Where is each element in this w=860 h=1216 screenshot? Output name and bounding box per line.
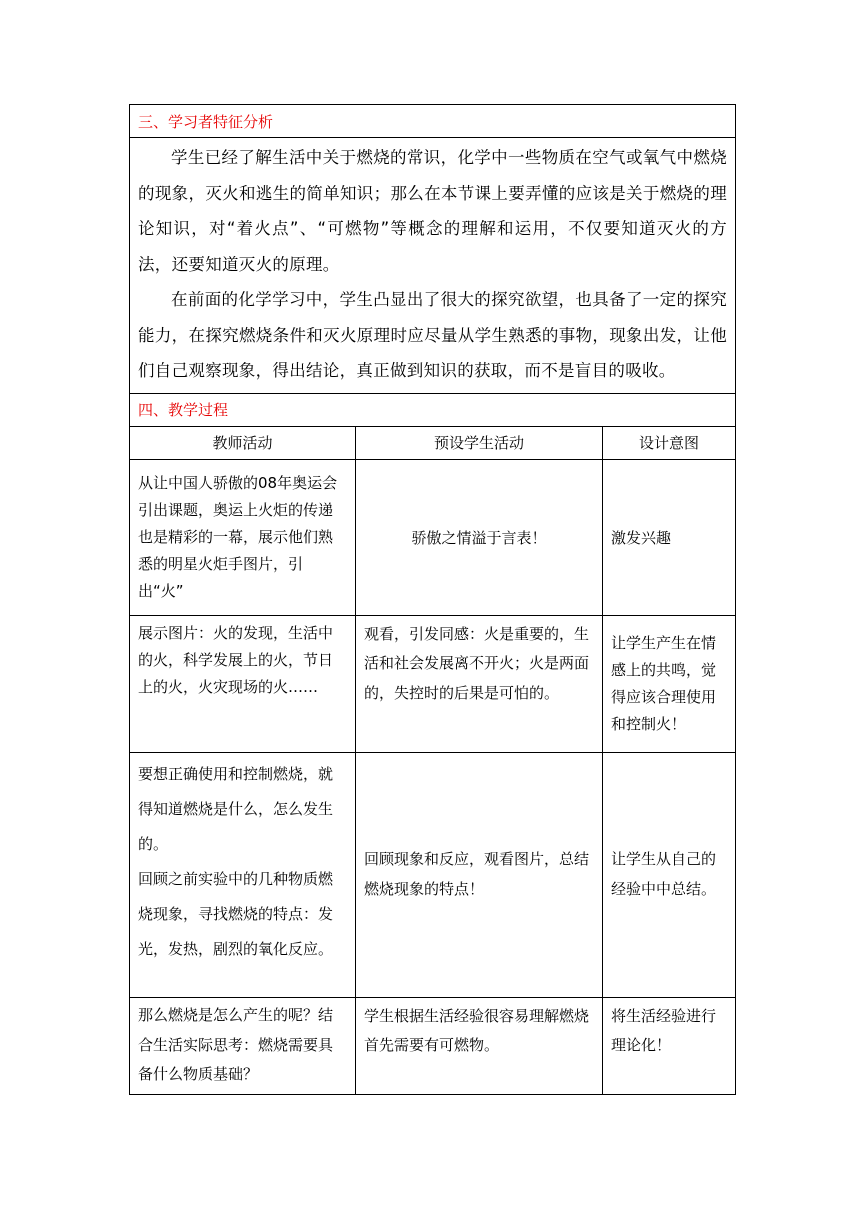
design-intent-cell: 让学生产生在情感上的共鸣，觉得应该合理使用和控制火！ — [603, 615, 736, 752]
table-row — [130, 459, 736, 615]
column-header-intent: 设计意图 — [603, 426, 736, 459]
design-intent-cell: 激发兴趣 — [603, 459, 736, 615]
teacher-activity-cell — [130, 752, 356, 997]
teacher-activity-line-2: 回顾之前实验中的几种物质燃烧现象，寻找燃烧的特点：发光，发热，剧烈的氧化反应。 — [138, 869, 334, 958]
teacher-activity-line-1: 要想正确使用和控制燃烧，就得知道燃烧是什么，怎么发生的。 — [138, 764, 334, 853]
lesson-plan-table — [129, 104, 736, 1095]
table-row — [130, 615, 736, 752]
column-header-teacher: 教师活动 — [130, 426, 356, 459]
column-header-row — [130, 426, 736, 459]
student-activity-cell: 回顾现象和反应，观看图片，总结燃烧现象的特点！ — [356, 752, 603, 997]
table-row — [130, 997, 736, 1094]
student-activity-cell: 骄傲之情溢于言表！ — [356, 459, 603, 615]
table-row — [130, 752, 736, 997]
teacher-activity-cell: 那么燃烧是怎么产生的呢？结合生活实际思考：燃烧需要具备什么物质基础？ — [130, 997, 356, 1094]
column-header-student: 预设学生活动 — [356, 426, 603, 459]
teacher-activity-cell: 展示图片：火的发现，生活中的火，科学发展上的火，节日上的火，火灾现场的火…… — [130, 615, 356, 752]
learner-analysis-paragraph-2: 在前面的化学学习中，学生凸显出了很大的探究欲望，也具备了一定的探究能力，在探究燃烧条件和灭火原理时应尽量从学生熟悉的事物，现象出发，让他们自己观察现象，得出结论，真正做到知识的获取，而不是盲目的吸收。 — [138, 290, 727, 380]
student-activity-cell: 学生根据生活经验很容易理解燃烧首先需要有可燃物。 — [356, 997, 603, 1094]
design-intent-cell: 将生活经验进行理论化！ — [603, 997, 736, 1094]
student-activity-cell: 观看，引发同感：火是重要的，生活和社会发展离不开火；火是两面的，失控时的后果是可怕的。 — [356, 615, 603, 752]
section-3-heading: 三、学习者特征分析 — [130, 105, 736, 138]
section-4-heading: 四、教学过程 — [130, 393, 736, 426]
learner-analysis-body — [130, 138, 736, 394]
teacher-activity-cell: 从让中国人骄傲的08年奥运会引出课题，奥运上火炬的传递也是精彩的一幕，展示他们熟悉的明星火炬手图片，引出“火” — [130, 459, 356, 615]
learner-analysis-paragraph-1: 学生已经了解生活中关于燃烧的常识，化学中一些物质在空气或氧气中燃烧的现象，灭火和逃生的简单知识；那么在本节课上要弄懂的应该是关于燃烧的理论知识，对“着火点”、“可燃物”等概念的理解和运用，不仅要知道灭火的方法，还要知道灭火的原理。 — [138, 148, 727, 274]
design-intent-cell: 让学生从自己的经验中中总结。 — [603, 752, 736, 997]
